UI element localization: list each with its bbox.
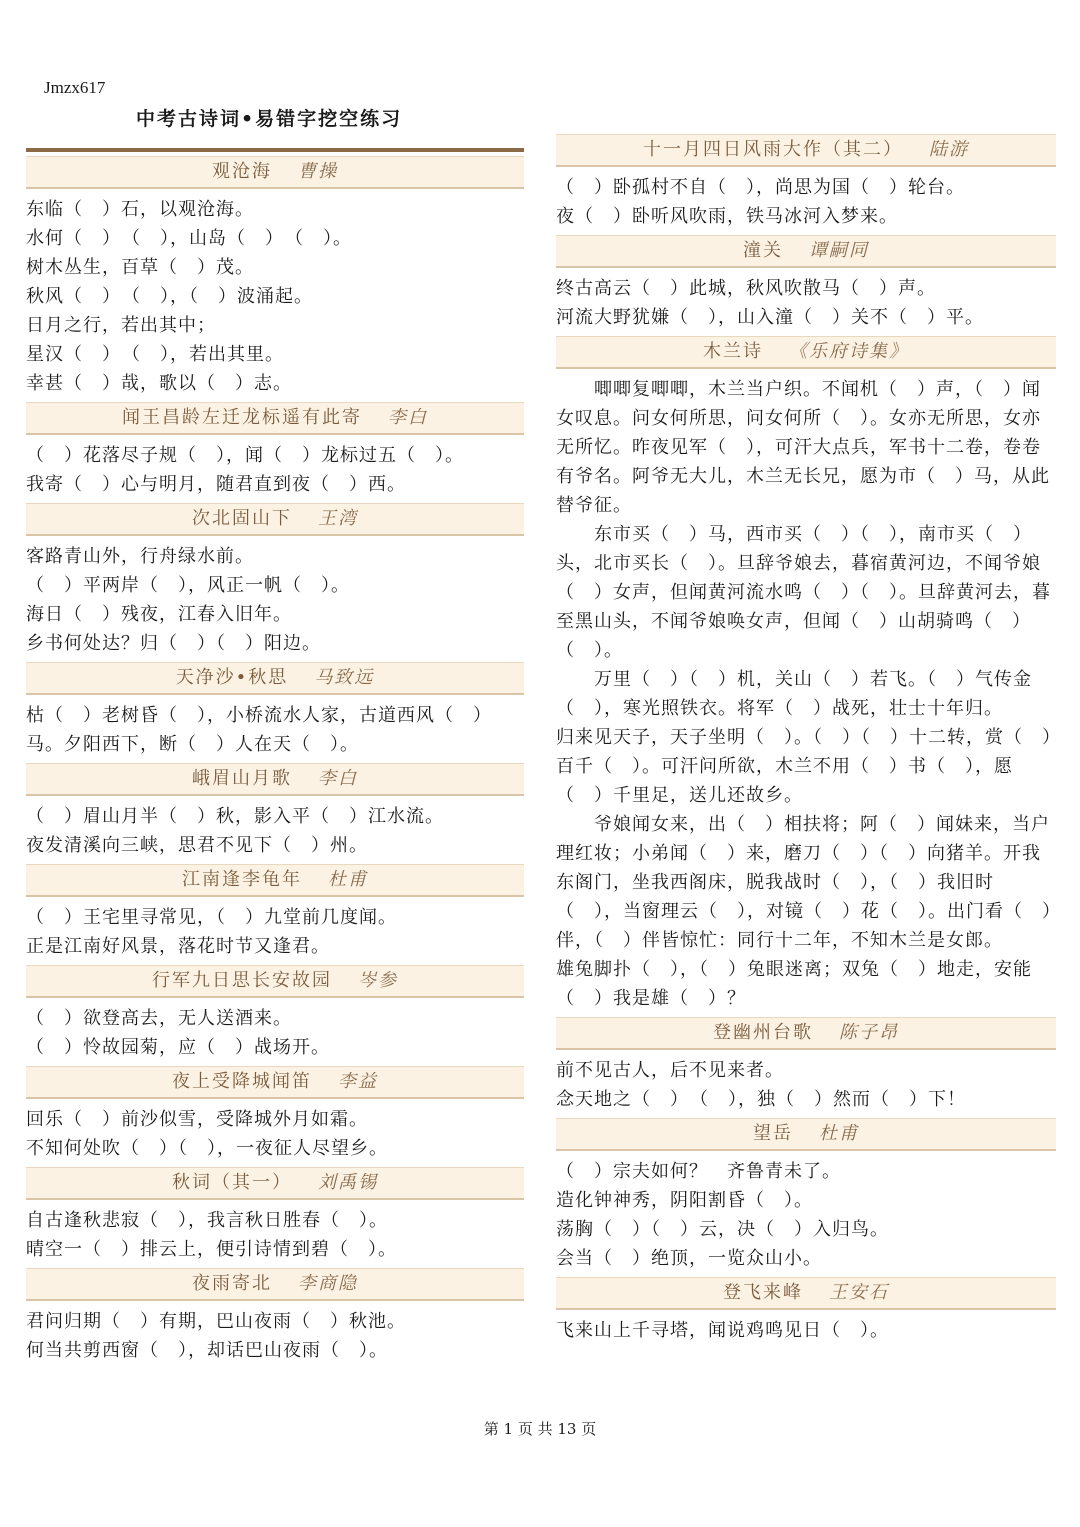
poem-line: （ ）平两岸（ ），风正一帆（ ）。 bbox=[26, 575, 350, 596]
poem-line: （ ）怜故园菊，应（ ）战场开。 bbox=[26, 1037, 330, 1058]
poem-jiang-nan-feng-li-gui-nian bbox=[26, 864, 524, 961]
poem-paragraph: 雄兔脚扑（ ），（ ）兔眼迷离；双兔（ ）地走，安能（ ）我是雄（ ）？ bbox=[556, 959, 1032, 1009]
poem-title: 次北固山下 bbox=[192, 508, 292, 529]
poem-line: 河流大野犹嫌（ ），山入潼（ ）关不（ ）平。 bbox=[556, 307, 984, 328]
poem-title-bar bbox=[26, 503, 524, 536]
poem-title: 登幽州台歌 bbox=[713, 1022, 813, 1043]
poem-title-bar bbox=[26, 864, 524, 897]
poem-line: 回乐（ ）前沙似雪，受降城外月如霜。 bbox=[26, 1109, 368, 1130]
poem-line: 荡胸（ ）（ ）云，决（ ）入归鸟。 bbox=[556, 1219, 889, 1240]
poem-title-bar bbox=[26, 402, 524, 435]
poem-line: （ ）卧孤村不自（ ），尚思为国（ ）轮台。 bbox=[556, 177, 965, 198]
poem-title-bar bbox=[26, 1066, 524, 1099]
poem-author: 李益 bbox=[338, 1071, 378, 1092]
poem-title-bar bbox=[26, 763, 524, 796]
poem-title-bar bbox=[556, 134, 1056, 167]
poem-line: 会当（ ）绝顶，一览众山小。 bbox=[556, 1248, 822, 1269]
poem-line: 夜发清溪向三峡，思君不见下（ ）州。 bbox=[26, 835, 368, 856]
poem-line: （ ）眉山月半（ ）秋，影入平（ ）江水流。 bbox=[26, 806, 444, 827]
poem-tong-guan bbox=[556, 235, 1056, 332]
poem-line: 客路青山外，行舟绿水前。 bbox=[26, 546, 254, 567]
page-footer: 第 1 页 共 13 页 bbox=[483, 1420, 597, 1438]
poem-line: 何当共剪西窗（ ），却话巴山夜雨（ ）。 bbox=[26, 1340, 388, 1361]
poem-line: 自古逢秋悲寂（ ），我言秋日胜春（ ）。 bbox=[26, 1210, 388, 1231]
poem-title-bar bbox=[556, 1118, 1056, 1151]
poem-author: 谭嗣同 bbox=[809, 240, 869, 261]
poem-title: 登飞来峰 bbox=[723, 1282, 803, 1303]
poem-line: 终古高云（ ）此城，秋风吹散马（ ）声。 bbox=[556, 278, 936, 299]
poem-title-bar bbox=[26, 1167, 524, 1200]
poem-title: 天净沙•秋思 bbox=[175, 667, 289, 688]
poem-title: 潼关 bbox=[743, 240, 783, 261]
poem-line: 枯（ ）老树昏（ ），小桥流水人家，古道西风（ ）马。夕阳西下，断（ ）人在天（ ）。 bbox=[26, 705, 492, 755]
poem-title: 夜雨寄北 bbox=[192, 1273, 272, 1294]
poem-title-bar bbox=[556, 235, 1056, 268]
poem-shi-yi-yue-si-ri bbox=[556, 134, 1056, 231]
poem-line: 水何（ ） （ ），山岛（ ） （ ）。 bbox=[26, 228, 352, 249]
poem-title: 木兰诗 bbox=[703, 341, 763, 362]
poem-paragraph: 东市买（ ）马，西市买（ ）（ ），南市买（ ）头，北市买长（ ）。旦辞爷娘去，暮宿黄河边，不闻爷娘（ ）女声，但闻黄河流水鸣（ ）（ ）。旦辞黄河去，暮至黑山头，不闻爷娘唤女声，但闻（ ）山胡骑鸣（ ）（ ）。 bbox=[556, 524, 1051, 661]
poem-wang-yue bbox=[556, 1118, 1056, 1273]
poem-title: 江南逢李龟年 bbox=[182, 869, 302, 890]
poem-author: 陆游 bbox=[929, 139, 969, 160]
poem-title-bar bbox=[26, 662, 524, 695]
poem-line: 我寄（ ）心与明月，随君直到夜（ ）西。 bbox=[26, 474, 406, 495]
poem-title-bar bbox=[556, 1277, 1056, 1310]
poem-line: 秋风（ ） （ ），（ ）波涌起。 bbox=[26, 286, 313, 307]
poem-mu-lan-shi bbox=[556, 336, 1056, 1013]
poem-title: 闻王昌龄左迁龙标遥有此寄 bbox=[122, 407, 362, 428]
poem-line: 星汉（ ） （ ），若出其里。 bbox=[26, 344, 284, 365]
poem-line: （ ）王宅里寻常见，（ ）九堂前几度闻。 bbox=[26, 907, 397, 928]
poem-guan-cang-hai bbox=[26, 156, 524, 398]
poem-e-mei-shan-yue-ge bbox=[26, 763, 524, 860]
poem-line: 念天地之（ ） （ ），独（ ）然而（ ）下！ bbox=[556, 1089, 966, 1110]
poem-ye-shang-shou-xiang-cheng bbox=[26, 1066, 524, 1163]
poem-title-bar bbox=[26, 965, 524, 998]
poem-title-bar bbox=[556, 1017, 1056, 1050]
poem-line: 造化钟神秀，阴阳割昏（ ）。 bbox=[556, 1190, 813, 1211]
poem-title-bar bbox=[556, 336, 1056, 369]
poem-wen-wang-changling bbox=[26, 402, 524, 499]
poem-title: 夜上受降城闻笛 bbox=[172, 1071, 312, 1092]
poem-author: 杜甫 bbox=[819, 1123, 859, 1144]
poem-line: 夜（ ）卧听风吹雨，铁马冰河入梦来。 bbox=[556, 206, 898, 227]
poem-author: 李商隐 bbox=[298, 1273, 358, 1294]
poem-title: 行军九日思长安故园 bbox=[152, 970, 332, 991]
poem-line: （ ）花落尽子规（ ），闻（ ）龙标过五（ ）。 bbox=[26, 445, 464, 466]
poem-author: 李白 bbox=[318, 768, 358, 789]
left-column-top-rule bbox=[26, 148, 524, 152]
poem-title-bar bbox=[26, 156, 524, 189]
poem-paragraph: 万里（ ）（ ）机，关山（ ）若飞。（ ）气传金（ ），寒光照铁衣。将军（ ）战死，壮士十年归。 bbox=[556, 669, 1032, 719]
poem-author: 陈子昂 bbox=[839, 1022, 899, 1043]
poem-line: 海日（ ）残夜，江春入旧年。 bbox=[26, 604, 292, 625]
doc-id-tag: Jmzx617 bbox=[44, 78, 106, 97]
poem-line: 君问归期（ ）有期，巴山夜雨（ ）秋池。 bbox=[26, 1311, 406, 1332]
poem-line: 飞来山上千寻塔，闻说鸡鸣见日（ ）。 bbox=[556, 1320, 889, 1341]
poem-author: 《乐府诗集》 bbox=[789, 341, 909, 362]
poem-ci-bei-gu-shan-xia bbox=[26, 503, 524, 658]
poem-line: 日月之行，若出其中； bbox=[26, 315, 216, 336]
poem-title: 十一月四日风雨大作（其二） bbox=[643, 139, 903, 160]
poem-line: 乡书何处达？归（ ）（ ）阳边。 bbox=[26, 633, 321, 654]
poem-ye-yu-ji-bei bbox=[26, 1268, 524, 1365]
poem-line: 不知何处吹（ ）（ ），一夜征人尽望乡。 bbox=[26, 1138, 388, 1159]
poem-title: 峨眉山月歌 bbox=[192, 768, 292, 789]
poem-author: 曹操 bbox=[298, 161, 338, 182]
poem-title: 观沧海 bbox=[212, 161, 272, 182]
poem-line: （ ）欲登高去，无人送酒来。 bbox=[26, 1008, 292, 1029]
doc-title: 中考古诗词•易错字挖空练习 bbox=[136, 108, 403, 130]
poem-title-bar bbox=[26, 1268, 524, 1301]
poem-author: 马致远 bbox=[314, 667, 375, 688]
poem-title: 望岳 bbox=[753, 1123, 793, 1144]
poem-tian-jing-sha bbox=[26, 662, 524, 759]
poem-paragraph: 归来见天子，天子坐明（ ）。（ ）（ ）十二转，赏（ ）百千（ ）。可汗问所欲，木兰不用（ ）书（ ），愿（ ）千里足，送儿还故乡。 bbox=[556, 727, 1052, 806]
poem-qiu-ci bbox=[26, 1167, 524, 1264]
poem-line: 晴空一（ ）排云上，便引诗情到碧（ ）。 bbox=[26, 1239, 397, 1260]
poem-line: 东临（ ）石，以观沧海。 bbox=[26, 199, 254, 220]
poem-line: 幸甚（ ）哉，歌以（ ）志。 bbox=[26, 373, 292, 394]
left-column bbox=[26, 148, 524, 1365]
poem-xing-jun-jiu-ri bbox=[26, 965, 524, 1062]
poem-author: 王安石 bbox=[829, 1282, 889, 1303]
poem-author: 刘禹锡 bbox=[318, 1172, 378, 1193]
poem-deng-fei-lai-feng bbox=[556, 1277, 1056, 1345]
poem-author: 杜甫 bbox=[328, 869, 368, 890]
poem-paragraph: 唧唧复唧唧，木兰当户织。不闻机（ ）声，（ ）闻女叹息。问女何所思，问女何所（ ）。女亦无所思，女亦无所忆。昨夜见军（ ），可汗大点兵，军书十二卷，卷卷有爷名。阿爷无大儿，木兰无长兄，愿为市（ ）马，从此替爷征。 bbox=[556, 379, 1050, 516]
poem-line: （ ）宗夫如何？ 齐鲁青未了。 bbox=[556, 1161, 841, 1182]
poem-line: 前不见古人，后不见来者。 bbox=[556, 1060, 784, 1081]
poem-deng-you-zhou-tai-ge bbox=[556, 1017, 1056, 1114]
right-column bbox=[556, 130, 1056, 1345]
poem-line: 树木丛生，百草（ ）茂。 bbox=[26, 257, 254, 278]
poem-title: 秋词（其一） bbox=[172, 1172, 292, 1193]
poem-author: 王湾 bbox=[318, 508, 358, 529]
poem-paragraph: 爷娘闻女来，出（ ）相扶将；阿（ ）闻妹来，当户理红妆；小弟闻（ ）来，磨刀（ ）（ ）向猪羊。开我东阁门，坐我西阁床，脱我战时（ ），（ ）我旧时（ ），当窗理云（ ），对镜（ ）花（ ）。出门看（ ）伴，（ ）伴皆惊忙：同行十二年，不知木兰是女郎。 bbox=[556, 814, 1052, 951]
poem-author: 李白 bbox=[388, 407, 428, 428]
poem-line: 正是江南好风景，落花时节又逢君。 bbox=[26, 936, 330, 957]
poem-author: 岑参 bbox=[358, 970, 398, 991]
